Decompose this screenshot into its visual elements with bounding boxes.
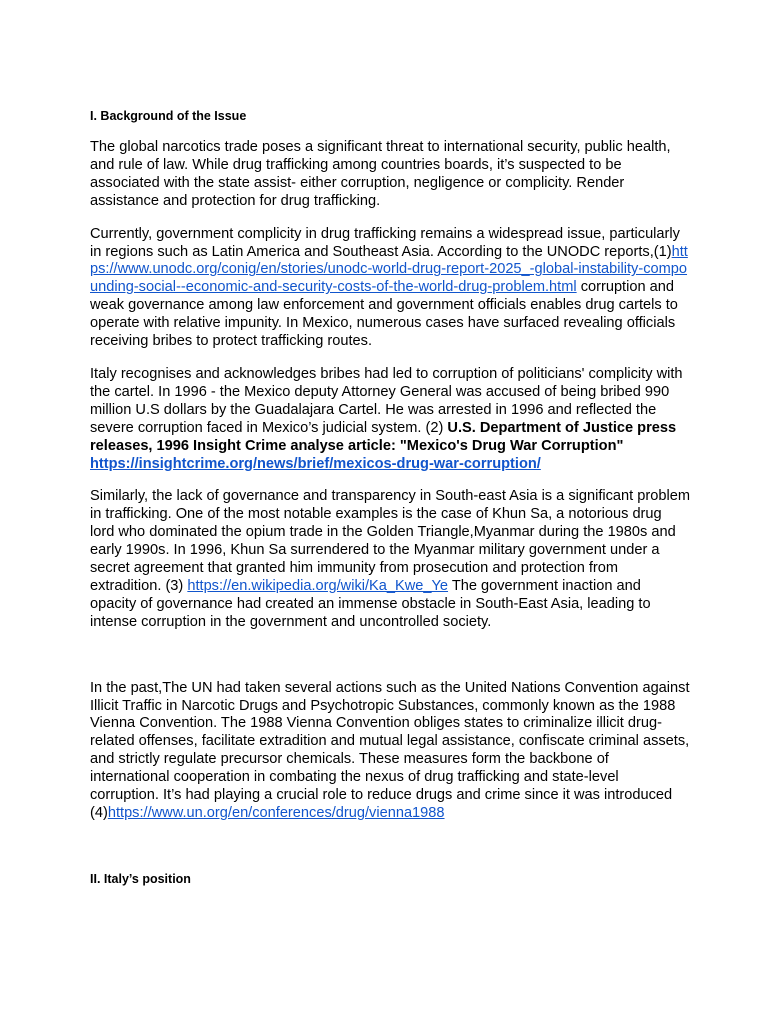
document-body <box>90 108 690 888</box>
paragraph-text: The government inaction and opacity of governance had created an immense obstacle in South-East Asia, leading to intense corruption in the government and uncontrolled society. <box>90 577 651 630</box>
paragraph-southeast-asia <box>90 488 690 631</box>
paragraph-text: Similarly, the lack of governance and transparency in South-east Asia is a significant problem in trafficking. One of the most notable examples is the case of Khun Sa, a notorious drug lord who dominated the opium trade in the Golden Triangle,Myanmar during the 1980s and early 1990s. In 1996, Khun Sa surrendered to the Myanmar military government under a secret agreement that granted him immunity from prosecution and protection from extradition. (3) <box>90 488 691 594</box>
paragraph-text: Currently, government complicity in drug trafficking remains a widespread issue, particularly in regions such as Latin America and Southeast Asia. According to the UNODC reports,(1) <box>90 225 680 260</box>
paragraph-global-narcotics <box>90 139 690 211</box>
paragraph-text: Italy recognises and acknowledges bribes had led to corruption of politicians' complicity with the cartel. In 1996 - the Mexico deputy Attorney General was accused of being bribed 990 million U.S dollars by the Guadalajara Cartel. He was arrested in 1996 and reflected the severe corruption faced in Mexico’s judicial system. (2) <box>90 365 683 436</box>
paragraph-government-complicity <box>90 226 690 351</box>
paragraph-text: In the past,The UN had taken several actions such as the United Nations Convention against Illicit Traffic in Narcotic Drugs and Psychotropic Substances, commonly known as the 1988 Vienna Convention. The 1988 Vienna Convention obliges states to criminalize illicit drug-related offenses, facilitate extradition and mutual legal assistance, confiscate criminal assets, and strictly regulate precursor chemicals. These measures form the backbone of international cooperation in combating the nexus of drug trafficking and state-level corruption. It’s had playing a crucial role to reduce drugs and crime since it was introduced (4) <box>90 679 690 821</box>
paragraph-text: The global narcotics trade poses a significant threat to international security, public health, and rule of law. While drug trafficking among countries boards, it’s suspected to be associated with the state assist- either corruption, negligence or complicity. Render assistance and protection for drug trafficking. <box>90 139 671 209</box>
section-heading-background: I. Background of the Issue <box>90 109 247 123</box>
insightcrime-link[interactable]: https://insightcrime.org/news/brief/mexicos-drug-war-corruption/ <box>90 455 541 472</box>
un-vienna-link[interactable]: https://www.un.org/en/conferences/drug/vienna1988 <box>107 805 445 821</box>
wikipedia-link[interactable]: https://en.wikipedia.org/wiki/Ka_Kwe_Ye <box>187 577 449 594</box>
section-heading-italy-position: II. Italy’s position <box>90 871 191 886</box>
paragraph-italy-recognises <box>90 366 690 473</box>
unodc-report-link[interactable]: https://www.unodc.org/conig/en/stories/unodc-world-drug-report-2025_-global-instability-compounding-social--economic-and-security-costs-of-the-world-drug-problem.html <box>90 243 688 296</box>
paragraph-un-actions <box>90 680 690 823</box>
citation-bold-text: U.S. Department of Justice press releases, 1996 Insight Crime analyse article: "Mexico's Drug War Corruption" <box>90 419 677 454</box>
paragraph-text: corruption and weak governance among law enforcement and government officials enables drug cartels to operate with relative impunity. In Mexico, numerous cases have surfaced revealing officials receiving bribes to protect trafficking routes. <box>90 279 678 350</box>
